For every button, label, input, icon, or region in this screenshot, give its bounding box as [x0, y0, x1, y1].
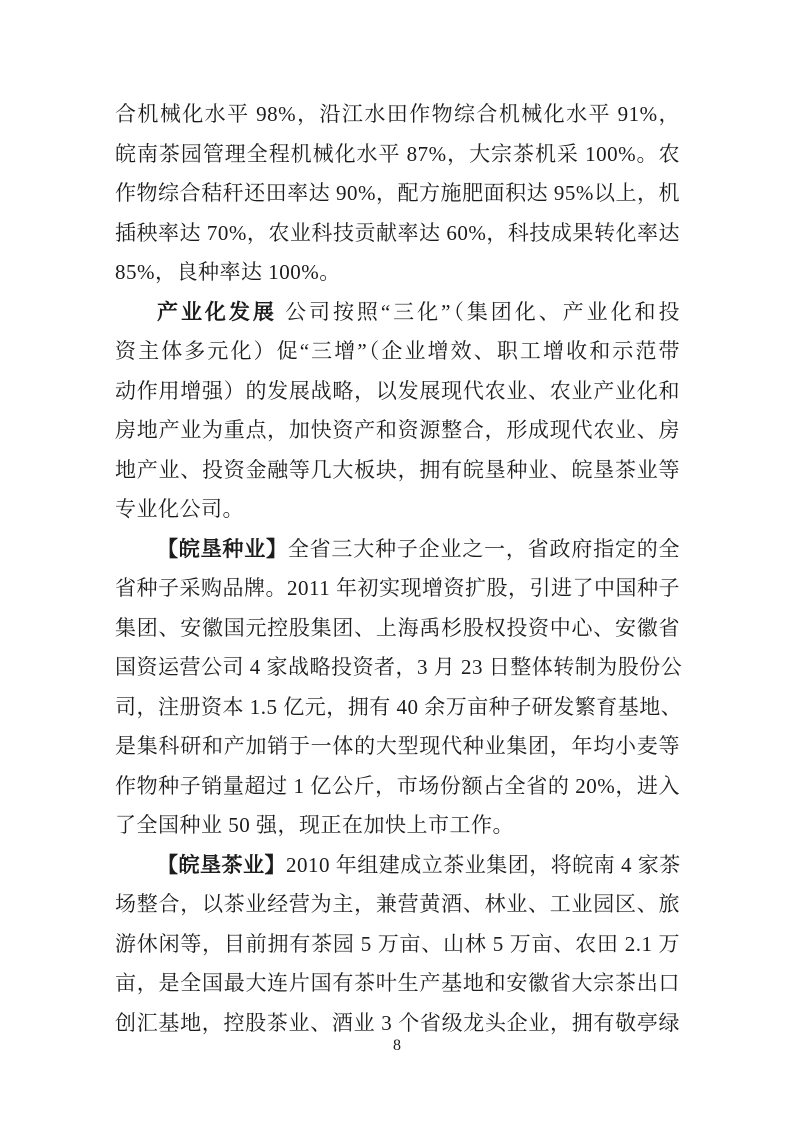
document-body [115, 95, 683, 1043]
text-run: 了全国种业 50 强，现正在加快上市工作。 [115, 813, 514, 837]
text-run: 场整合，以茶业经营为主，兼营黄酒、林业、工业园区、旅 [115, 892, 680, 916]
text-line [115, 767, 680, 807]
text-run: 插秧率达 70%，农业科技贡献率达 60%，科技成果转化率达 [115, 220, 680, 245]
page-number: 8 [393, 1037, 401, 1054]
text-line [115, 95, 680, 135]
text-run: 是集科研和产加销于一体的大型现代种业集团，年均小麦等 [115, 734, 680, 758]
text-line [115, 569, 680, 609]
text-line [115, 885, 680, 925]
text-line-section-header [115, 530, 680, 570]
bold-run: 产业化发展 [157, 299, 277, 324]
text-line [115, 174, 680, 214]
text-line [115, 648, 683, 688]
text-line-section-header [115, 293, 680, 333]
text-line [115, 964, 680, 1004]
text-line [115, 490, 680, 530]
text-line [115, 688, 683, 728]
text-run: 作物综合秸秆还田率达 90%，配方施肥面积达 95%以上，机 [115, 181, 680, 205]
text-run: 2010 年组建成立茶业集团，将皖南 4 家茶 [286, 852, 681, 877]
text-line [115, 609, 680, 649]
text-run: 动作用增强）的发展战略，以发展现代农业、农业产业化和 [115, 378, 680, 403]
text-run: 专业化公司。 [115, 497, 244, 521]
text-line [115, 372, 680, 412]
text-line [115, 727, 680, 767]
text-run: 集团、安徽国元控股集团、上海禹杉股权投资中心、安徽省 [115, 615, 680, 640]
text-run: 资主体多元化）促“三增”（企业增效、职工增收和示范带 [115, 339, 680, 363]
text-line [115, 214, 680, 254]
text-run: 公司按照“三化”（集团化、产业化和投 [276, 299, 681, 324]
text-run: 国资运营公司 4 家战略投资者，3 月 23 日整体转制为股份公 [115, 655, 683, 679]
text-run: 皖南茶园管理全程机械化水平 87%，大宗茶机采 100%。农 [115, 141, 681, 166]
text-run: 亩，是全国最大连片国有茶叶生产基地和安徽省大宗茶出口 [115, 971, 680, 995]
text-line [115, 253, 680, 293]
text-run: 地产业、投资金融等几大板块，拥有皖垦种业、皖垦茶业等 [115, 457, 680, 482]
text-run: 全省三大种子企业之一，省政府指定的全 [287, 536, 681, 561]
bold-run: 【皖垦茶业】 [157, 852, 286, 877]
text-run: 合机械化水平 98%，沿江水田作物综合机械化水平 91%， [115, 102, 681, 126]
text-line [115, 806, 680, 846]
text-line [115, 135, 680, 175]
text-run: 房地产业为重点，加快资产和资源整合，形成现代农业、房 [115, 418, 680, 442]
text-run: 省种子采购品牌。2011 年初实现增资扩股，引进了中国种子 [115, 576, 680, 600]
text-line-section-header [115, 846, 680, 886]
text-line [115, 925, 680, 965]
text-run: 游休闲等，目前拥有茶园 5 万亩、山林 5 万亩、农田 2.1 万 [115, 931, 680, 956]
text-run: 85%，良种率达 100%。 [115, 260, 341, 284]
text-line [115, 451, 680, 491]
text-run: 创汇基地，控股茶业、酒业 3 个省级龙头企业，拥有敬亭绿 [115, 1010, 680, 1035]
text-run: 司，注册资本 1.5 亿元，拥有 40 余万亩种子研发繁育基地、 [115, 694, 683, 719]
text-line [115, 411, 680, 451]
text-line [115, 332, 680, 372]
text-run: 作物种子销量超过 1 亿公斤，市场份额占全省的 20%，进入 [115, 773, 680, 798]
bold-run: 【皖垦种业】 [157, 536, 288, 561]
